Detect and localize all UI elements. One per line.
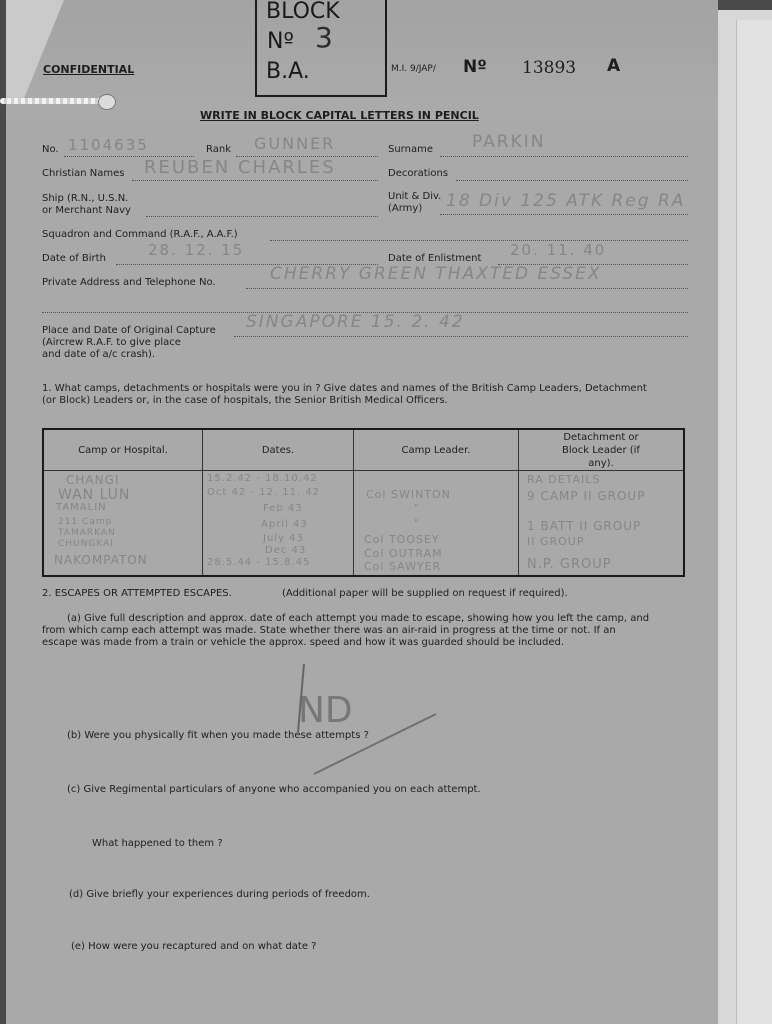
dob-value: 28. 12. 15 (148, 241, 245, 259)
question1-line1: 1. What camps, detachments or hospitals were you in ? Give dates and names of the British Camp Leaders, Detachment (42, 383, 647, 394)
capture-label-3: and date of a/c crash). (42, 349, 156, 360)
question-a-line3: escape was made from a train or vehicle the approx. speed and how it was guarded should be included. (42, 637, 565, 648)
leader-entry: " (414, 503, 420, 514)
ship-label: Ship (R.N., U.S.N. (42, 193, 129, 204)
christian-names-line (132, 180, 378, 181)
leader-column (354, 471, 519, 577)
ship-label-2: or Merchant Navy (42, 205, 131, 216)
capture-line (234, 336, 688, 337)
address-value: CHERRY GREEN THAXTED ESSEX (270, 264, 602, 284)
ref-label: M.I. 9/JAP/ (391, 64, 436, 74)
unit-value: 18 Div 125 ATK Reg RA (446, 191, 686, 211)
detachment-entry: 9 CAMP II GROUP (527, 489, 646, 503)
unit-label: Unit & Div. (388, 191, 442, 202)
unit-line (440, 214, 688, 215)
camp-table (42, 428, 685, 577)
header-camp-leader: Camp Leader. (354, 429, 519, 471)
form-suffix: A (607, 56, 621, 76)
background-page-edge (736, 20, 772, 1024)
question1-line2: (or Block) Leaders or, in the case of hospitals, the Senior British Medical Officers. (42, 395, 448, 406)
address-line (246, 288, 688, 289)
surname-value: PARKIN (472, 132, 546, 152)
surname-label: Surname (388, 144, 433, 155)
date-entry: 28.5.44 - 15.8.45 (207, 557, 311, 568)
detachment-entry: II GROUP (527, 535, 585, 548)
squadron-label: Squadron and Command (R.A.F., A.A.F.) (42, 229, 238, 240)
date-entry: Dec 43 (265, 545, 307, 556)
camp-entry: WAN LUN (58, 487, 131, 503)
camp-entry: 211 Camp (58, 517, 113, 527)
date-entry: Feb 43 (263, 503, 303, 514)
stamp-number: 3 (315, 21, 333, 54)
header-camp: Camp or Hospital. (43, 429, 203, 471)
squadron-line (270, 240, 688, 241)
camp-entry: TAMALIN (56, 502, 107, 513)
date-entry: July 43 (263, 533, 304, 544)
stamp-block-text: BLOCK (266, 0, 340, 24)
section2-note: (Additional paper will be supplied on request if required). (282, 588, 568, 599)
number-label: Nº (463, 57, 487, 77)
detachment-entry: N.P. GROUP (527, 557, 612, 572)
pencil-strike-mark (290, 660, 450, 780)
decorations-label: Decorations (388, 168, 449, 179)
no-label: No. (42, 144, 59, 155)
address-label: Private Address and Telephone No. (42, 277, 216, 288)
punch-hole (98, 94, 116, 110)
camp-table-header (43, 429, 684, 471)
stamp-ba-text: B.A. (266, 59, 310, 84)
camp-entry: TAMARKAN (58, 528, 116, 538)
decorations-line (456, 180, 688, 181)
header-detachment: Detachment or Block Leader (if any). (519, 429, 685, 471)
camp-column (43, 471, 203, 577)
question-d: (d) Give briefly your experiences during periods of freedom. (69, 889, 370, 900)
leader-entry: Col SWINTON (366, 488, 451, 501)
date-entry: April 43 (261, 519, 308, 530)
capture-value: SINGAPORE 15. 2. 42 (246, 312, 465, 332)
capture-label-2: (Aircrew R.A.F. to give place (42, 337, 181, 348)
surname-line (440, 156, 688, 157)
leader-entry: Col OUTRAM (364, 547, 443, 560)
christian-names-label: Christian Names (42, 168, 125, 179)
detachment-entry: RA DETAILS (527, 473, 601, 486)
header-dates: Dates. (203, 429, 354, 471)
form-number: 13893 (522, 58, 577, 78)
unit-label-2: (Army) (388, 203, 423, 214)
dates-column (203, 471, 354, 577)
escape-answer: ND (298, 690, 353, 731)
question-c-followup: What happened to them ? (92, 838, 223, 849)
block-stamp (255, 0, 387, 97)
confidential-label: CONFIDENTIAL (43, 63, 135, 76)
ship-line (146, 216, 378, 217)
enlistment-label: Date of Enlistment (388, 253, 482, 264)
camp-entry: NAKOMPATON (54, 553, 148, 567)
service-number: 1104635 (68, 136, 149, 154)
stamp-no-text: Nº (267, 29, 294, 54)
rank-label: Rank (206, 144, 231, 155)
question-e: (e) How were you recaptured and on what date ? (71, 941, 317, 952)
question-b: (b) Were you physically fit when you made these attempts ? (67, 730, 369, 741)
camp-table-body (43, 471, 684, 577)
rank-value: GUNNER (254, 134, 336, 153)
capture-label: Place and Date of Original Capture (42, 325, 216, 336)
dob-label: Date of Birth (42, 253, 106, 264)
camp-entry: CHANGI (66, 473, 120, 487)
question-a-line1: (a) Give full description and approx. date of each attempt you made to escape, showing how you left the camp, and (67, 613, 650, 624)
enlistment-value: 20. 11. 40 (510, 241, 607, 259)
date-entry: Oct 42 - 12. 11. 42 (207, 487, 321, 498)
leader-entry: Col SAWYER (364, 560, 442, 573)
section2-heading: 2. ESCAPES OR ATTEMPTED ESCAPES. (42, 588, 232, 599)
detachment-column (519, 471, 685, 577)
leader-entry: " (414, 518, 420, 529)
date-entry: 15.2.42 - 18.10.42 (207, 473, 318, 484)
detachment-entry: 1 BATT II GROUP (527, 519, 642, 533)
question-a-line2: from which camp each attempt was made. State whether there was an air-raid in progress at the time or not. If an (42, 625, 616, 636)
leader-entry: Col TOOSEY (364, 533, 440, 546)
tag-string (0, 98, 112, 104)
camp-entry: CHUNGKAI (58, 539, 114, 549)
question-c: (c) Give Regimental particulars of anyone who accompanied you on each attempt. (67, 784, 481, 795)
christian-names-value: REUBEN CHARLES (144, 157, 336, 178)
instruction-heading: WRITE IN BLOCK CAPITAL LETTERS IN PENCIL (200, 109, 479, 122)
